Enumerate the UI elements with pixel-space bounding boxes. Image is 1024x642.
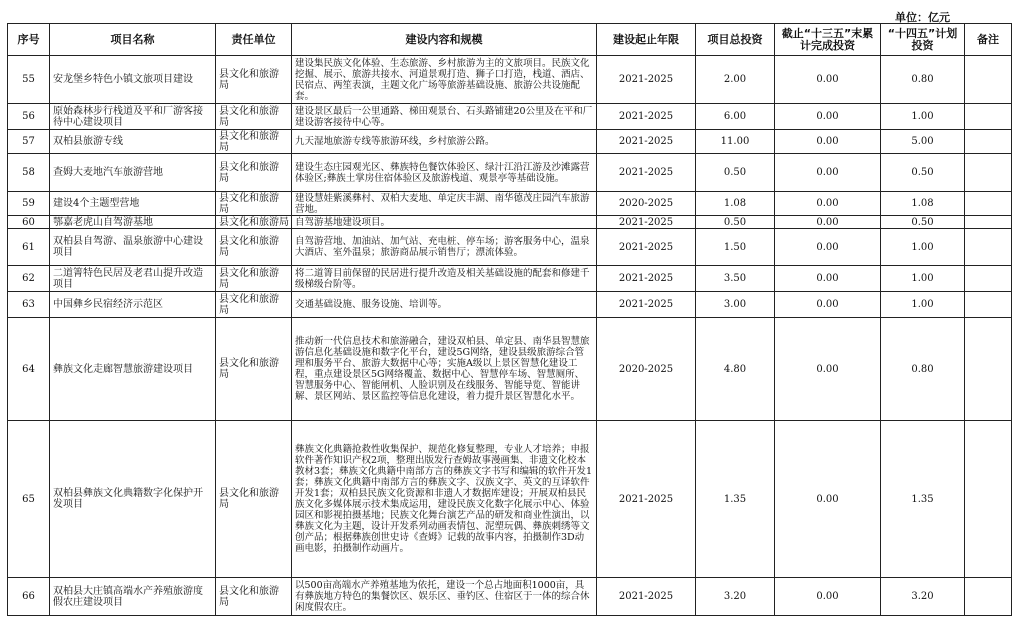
- cell-plan: 0.50: [881, 216, 965, 229]
- cell-years: 2020-2025: [597, 318, 696, 421]
- cell-plan: 1.00: [881, 266, 965, 292]
- cell-content: 建设生态庄园观光区、彝族特色餐饮体验区、绿汁江沿江游及沙滩露营体验区;彝族土掌房住宿体验区及旅游栈道、观景亭等基础设施。: [292, 154, 597, 192]
- cell-total: 3.20: [696, 578, 775, 616]
- investment-table: [7, 23, 1012, 616]
- header-done: 截止“十三五”末累计完成投资: [775, 24, 881, 56]
- cell-unit: 县文化和旅游局: [216, 154, 292, 192]
- header-row: [8, 24, 1012, 56]
- cell-seq: 59: [8, 192, 50, 216]
- cell-total: 3.00: [696, 292, 775, 318]
- cell-note: [965, 104, 1012, 130]
- cell-unit: 县文化和旅游局: [216, 130, 292, 154]
- cell-done: 0.00: [775, 192, 881, 216]
- cell-seq: 64: [8, 318, 50, 421]
- cell-plan: 0.80: [881, 318, 965, 421]
- cell-total: 0.50: [696, 154, 775, 192]
- cell-content: 将二道箐目前保留的民居进行提升改造及相关基础设施的配套和修建千级梯级台阶等。: [292, 266, 597, 292]
- cell-done: 0.00: [775, 578, 881, 616]
- cell-years: 2021-2025: [597, 130, 696, 154]
- cell-plan: 0.50: [881, 154, 965, 192]
- cell-plan: 0.80: [881, 56, 965, 104]
- cell-unit: 县文化和旅游局: [216, 421, 292, 578]
- table-row: [8, 229, 1012, 266]
- cell-note: [965, 578, 1012, 616]
- cell-name: 二道箐特色民居及老君山提升改造项目: [50, 266, 216, 292]
- cell-total: 11.00: [696, 130, 775, 154]
- cell-seq: 55: [8, 56, 50, 104]
- cell-years: 2021-2025: [597, 154, 696, 192]
- cell-plan: 1.00: [881, 229, 965, 266]
- header-content: 建设内容和规模: [292, 24, 597, 56]
- cell-unit: 县文化和旅游局: [216, 216, 292, 229]
- cell-unit: 县文化和旅游局: [216, 292, 292, 318]
- cell-years: 2021-2025: [597, 104, 696, 130]
- cell-done: 0.00: [775, 229, 881, 266]
- cell-unit: 县文化和旅游局: [216, 578, 292, 616]
- cell-seq: 62: [8, 266, 50, 292]
- cell-name: 中国彝乡民宿经济示范区: [50, 292, 216, 318]
- table-row: [8, 421, 1012, 578]
- cell-name: 双柏县旅游专线: [50, 130, 216, 154]
- cell-years: 2021-2025: [597, 266, 696, 292]
- table-row: [8, 130, 1012, 154]
- unit-label: 单位：亿元: [895, 11, 950, 24]
- cell-content: 自驾游基地建设项目。: [292, 216, 597, 229]
- cell-years: 2021-2025: [597, 216, 696, 229]
- cell-years: 2021-2025: [597, 56, 696, 104]
- cell-unit: 县文化和旅游局: [216, 229, 292, 266]
- cell-total: 6.00: [696, 104, 775, 130]
- cell-seq: 61: [8, 229, 50, 266]
- cell-note: [965, 216, 1012, 229]
- cell-total: 2.00: [696, 56, 775, 104]
- cell-content: 推动新一代信息技术和旅游融合，建设双柏县、单定县、南华县智慧旅游信息化基础设施和数字化平台，建设5G网络，建设县级旅游综合管理和服务平台、旅游大数据中心等；实施A级以上景区智慧化建设工程，重点建设景区5G网络覆盖、数据中心、智慧停车场、智慧厕所、智慧服务中心、智能闸机、人脸识别及在线服务、智能导览、智能讲解、景区网站、景区监控等信息化建设，着力提升景区智慧化水平。: [292, 318, 597, 421]
- header-plan: “十四五”计划投资: [881, 24, 965, 56]
- cell-name: 鄂嘉老虎山自驾游基地: [50, 216, 216, 229]
- header-note: 备注: [965, 24, 1012, 56]
- cell-note: [965, 318, 1012, 421]
- cell-total: 4.80: [696, 318, 775, 421]
- cell-content: 建设慧娃紫溪彝村、双柏大麦地、单定庆丰湖、南华德茂庄园汽车旅游营地。: [292, 192, 597, 216]
- cell-seq: 56: [8, 104, 50, 130]
- cell-content: 彝族文化典籍抢救性收集保护、规范化修复整理，专业人才培养；申报软件著作知识产权2项，整理出版发行查姆故事漫画集、非遗文化校本教材3套；彝族文化典籍中南部方言的彝族文字书写和编辑的软件开发1套；彝族文化典籍中南部方言的彝族文字、汉族文字、英文的互译软件开发1套；双柏县民族文化资源和非遗人才数据库建设；开展双柏县民族文化多媒体展示技术集成运用，建设民族文化数字化展示中心、体验园区和影视拍摄基地；民族文化舞台演艺产品的研发和商业性演出，以彝族文化为主题，设计开发系列动画表情包、泥塑玩偶、彝族刺绣等文创产品；根据彝族创世史诗《查姆》记载的故事内容，拍摄制作3D动画电影，拍摄制作动画片。: [292, 421, 597, 578]
- header-seq: 序号: [8, 24, 50, 56]
- cell-content: 以500亩高端水产养殖基地为依托，建设一个总占地面积1000亩，具有彝族地方特色的集餐饮区、娱乐区、垂钓区、住宿区于一体的综合休闲度假农庄。: [292, 578, 597, 616]
- cell-unit: 县文化和旅游局: [216, 56, 292, 104]
- table-row: [8, 154, 1012, 192]
- cell-total: 0.50: [696, 216, 775, 229]
- cell-done: 0.00: [775, 130, 881, 154]
- cell-note: [965, 292, 1012, 318]
- cell-note: [965, 266, 1012, 292]
- header-unit: 责任单位: [216, 24, 292, 56]
- cell-total: 1.35: [696, 421, 775, 578]
- cell-name: 查姆大麦地汽车旅游营地: [50, 154, 216, 192]
- cell-plan: 5.00: [881, 130, 965, 154]
- table-row: [8, 104, 1012, 130]
- cell-content: 九天湿地旅游专线等旅游环线，乡村旅游公路。: [292, 130, 597, 154]
- cell-plan: 1.08: [881, 192, 965, 216]
- table-row: [8, 266, 1012, 292]
- cell-plan: 3.20: [881, 578, 965, 616]
- cell-plan: 1.00: [881, 104, 965, 130]
- cell-done: 0.00: [775, 266, 881, 292]
- cell-done: 0.00: [775, 421, 881, 578]
- cell-name: 双柏县大庄镇高端水产养殖旅游度假农庄建设项目: [50, 578, 216, 616]
- cell-content: 自驾游营地、加油站、加气站、充电桩、停车场；游客服务中心，温泉大酒店、室外温泉；旅游商品展示销售厅；漂流体验。: [292, 229, 597, 266]
- cell-done: 0.00: [775, 216, 881, 229]
- cell-note: [965, 130, 1012, 154]
- cell-seq: 65: [8, 421, 50, 578]
- cell-note: [965, 154, 1012, 192]
- cell-plan: 1.00: [881, 292, 965, 318]
- cell-total: 1.08: [696, 192, 775, 216]
- cell-note: [965, 192, 1012, 216]
- cell-name: 建设4个主题型营地: [50, 192, 216, 216]
- cell-unit: 县文化和旅游局: [216, 104, 292, 130]
- cell-note: [965, 421, 1012, 578]
- cell-done: 0.00: [775, 104, 881, 130]
- header-total: 项目总投资: [696, 24, 775, 56]
- cell-unit: 县文化和旅游局: [216, 318, 292, 421]
- table-row: [8, 192, 1012, 216]
- cell-seq: 66: [8, 578, 50, 616]
- cell-plan: 1.35: [881, 421, 965, 578]
- cell-unit: 县文化和旅游局: [216, 192, 292, 216]
- cell-total: 1.50: [696, 229, 775, 266]
- cell-note: [965, 56, 1012, 104]
- cell-years: 2020-2025: [597, 192, 696, 216]
- table-row: [8, 216, 1012, 229]
- cell-seq: 58: [8, 154, 50, 192]
- cell-name: 双柏县自驾游、温泉旅游中心建设项目: [50, 229, 216, 266]
- cell-years: 2021-2025: [597, 578, 696, 616]
- cell-seq: 57: [8, 130, 50, 154]
- table-row: [8, 56, 1012, 104]
- header-name: 项目名称: [50, 24, 216, 56]
- table-row: [8, 318, 1012, 421]
- cell-name: 原始森林步行栈道及平和厂游客接待中心建设项目: [50, 104, 216, 130]
- cell-content: 交通基础设施、服务设施、培训等。: [292, 292, 597, 318]
- cell-seq: 60: [8, 216, 50, 229]
- cell-seq: 63: [8, 292, 50, 318]
- cell-done: 0.00: [775, 154, 881, 192]
- header-years: 建设起止年限: [597, 24, 696, 56]
- cell-years: 2021-2025: [597, 292, 696, 318]
- cell-done: 0.00: [775, 318, 881, 421]
- cell-years: 2021-2025: [597, 421, 696, 578]
- cell-years: 2021-2025: [597, 229, 696, 266]
- table-row: [8, 292, 1012, 318]
- cell-unit: 县文化和旅游局: [216, 266, 292, 292]
- cell-content: 建设集民族文化体验、生态旅游、乡村旅游为主的文旅项目。民族文化挖掘、展示、旅游共接水、河道景观打造、狮子口打造，栈道、酒店、民宿点、两笙表演，主题文化广场等旅游基础设施、旅游公共设施配套。: [292, 56, 597, 104]
- table-row: [8, 578, 1012, 616]
- cell-name: 安龙堡乡特色小镇文旅项目建设: [50, 56, 216, 104]
- cell-content: 建设景区最后一公里通路、梯田观景台、石头路铺建20公里及在平和厂建设游客接待中心等。: [292, 104, 597, 130]
- cell-name: 彝族文化走廊智慧旅游建设项目: [50, 318, 216, 421]
- cell-note: [965, 229, 1012, 266]
- cell-name: 双柏县彝族文化典籍数字化保护开发项目: [50, 421, 216, 578]
- cell-total: 3.50: [696, 266, 775, 292]
- cell-done: 0.00: [775, 56, 881, 104]
- cell-done: 0.00: [775, 292, 881, 318]
